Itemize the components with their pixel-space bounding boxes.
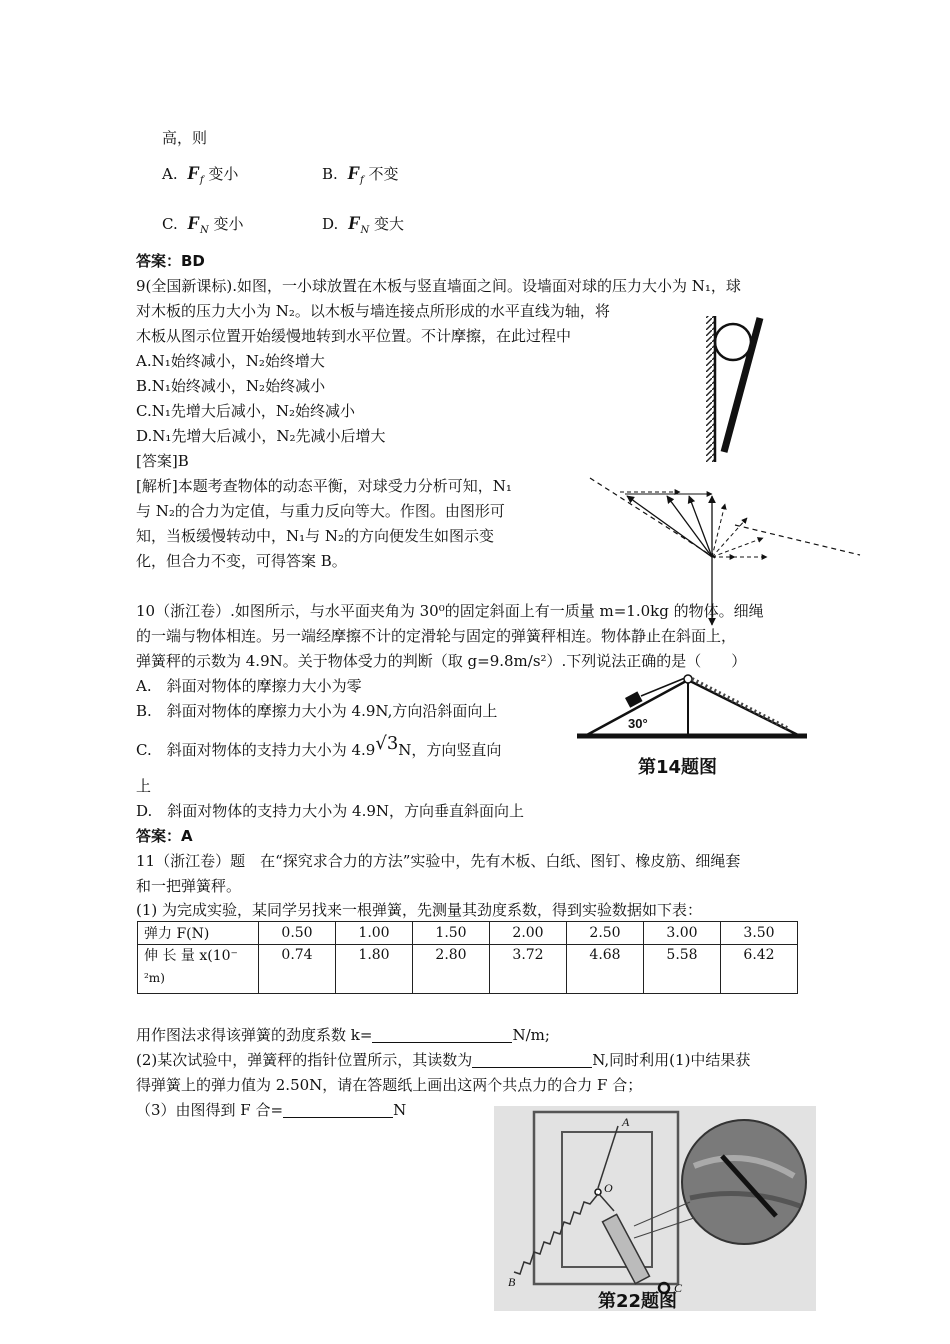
n2-dashed-7 [712, 538, 763, 557]
dashed-line-lower [735, 525, 860, 555]
option-text: 变小 [213, 215, 244, 233]
option-label: A. [162, 165, 178, 183]
question-tail: 高，则 [162, 129, 208, 147]
k-answer-blank[interactable] [372, 1026, 512, 1043]
n2-arrow-3 [689, 496, 712, 557]
wall-hatching [706, 316, 715, 462]
incline-figure [575, 670, 810, 745]
q10-option-c [136, 733, 502, 760]
table-cell: 1.50 [413, 922, 490, 945]
q9-line1: 9(全国新课标).如图，一小球放置在木板与竖直墙面之间。设墙面对球的压力大小为 N₁，球 [136, 277, 741, 295]
q10-option-b: B. 斜面对物体的摩擦力大小为 4.9N,方向沿斜面向上 [136, 702, 498, 720]
n2-dashed-6 [712, 518, 747, 557]
option-text: 变大 [374, 215, 405, 233]
q10-option-c-tail: 上 [136, 777, 152, 795]
part3-text: （3）由图得到 F 合= [136, 1101, 284, 1119]
board [724, 318, 760, 452]
q9-explanation-1: [解析]本题考查物体的动态平衡，对球受力分析可知，N₁ [136, 477, 512, 495]
table-cell: 0.50 [259, 922, 336, 945]
option-text: 变小 [208, 165, 239, 183]
force-symbol: F [347, 213, 361, 234]
option-a [162, 164, 238, 191]
incline-surface [585, 680, 800, 736]
table-cell: 2.80 [413, 945, 490, 994]
q9-line3: 木板从图示位置开始缓慢地转到水平位置。不计摩擦，在此过程中 [136, 327, 572, 345]
q9-option-b: B.N₁始终减小，N₂始终减小 [136, 377, 326, 395]
q9-option-c: C.N₁先增大后减小，N₂始终减小 [136, 402, 355, 420]
table-header: 弹力 F(N) [138, 922, 259, 945]
figure-14-caption: 第14题图 [638, 757, 718, 778]
option-c-text-end: N，方向竖直向 [398, 741, 502, 759]
table-header [138, 945, 259, 994]
point-a-label: A [622, 1115, 630, 1129]
force-symbol: F [187, 163, 200, 184]
table-cell: 4.68 [567, 945, 644, 994]
q10-line3: 弹簧秤的示数为 4.9N。关于物体受力的判断（取 g=9.8m/s²）.下列说法正确的是（ ） [136, 652, 747, 670]
table-cell: 1.80 [336, 945, 413, 994]
table-cell: 3.50 [721, 922, 798, 945]
n2-arrow-1 [627, 496, 712, 557]
q11-line2: 和一把弹簧秤。 [136, 877, 242, 895]
part3-question [136, 1100, 406, 1120]
table-cell: 1.00 [336, 922, 413, 945]
force-subscript: N [360, 225, 370, 236]
table-cell: 3.00 [644, 922, 721, 945]
q10-line2: 的一端与物体相连。另一端经摩擦不计的定滑轮与固定的弹簧秤相连。物体静止在斜面上， [136, 627, 737, 645]
q10-answer: 答案：A [136, 827, 193, 845]
option-label: D. [322, 215, 339, 233]
point-c-label: C [674, 1281, 683, 1295]
option-label: B. [322, 165, 338, 183]
table-cell: 2.50 [567, 922, 644, 945]
q9-line2: 对木板的压力大小为 N₂。以木板与墙连接点所形成的水平直线为轴，将 [136, 302, 610, 320]
q9-explanation-3: 知，当板缓慢转动中，N₁与 N₂的方向便发生如图示变 [136, 527, 495, 545]
q9-option-a: A.N₁始终减小，N₂始终增大 [136, 352, 325, 370]
part2-text-end: N,同时利用(1)中结果获 [592, 1051, 751, 1069]
force-subscript: f [199, 175, 204, 186]
option-c-text: C. 斜面对物体的支持力大小为 4.9 [136, 741, 376, 759]
answer: 答案：BD [136, 252, 205, 270]
force-subscript: f [360, 175, 364, 186]
option-c [162, 214, 244, 241]
header-line-b: ²m) [144, 971, 165, 985]
figure-22-caption: 第22题图 [598, 1291, 678, 1312]
pulley [684, 675, 692, 683]
part3-unit: N [393, 1101, 407, 1119]
spring-scale-rope [692, 679, 787, 728]
q9-explanation-2: 与 N₂的合力为定值，与重力反向等大。作图。由图形可 [136, 502, 505, 520]
q10-option-a: A. 斜面对物体的摩擦力大小为零 [136, 677, 362, 695]
force-symbol: F [187, 213, 200, 234]
header-line-a: 伸 长 量 x(10⁻ [144, 948, 238, 964]
option-text: 不变 [368, 165, 399, 183]
sqrt-three: √3 [375, 733, 399, 754]
k-unit: N/m; [512, 1026, 550, 1044]
table-cell: 5.58 [644, 945, 721, 994]
spring-data-table [137, 921, 798, 994]
part2-line2: 得弹簧上的弹力值为 2.50N，请在答题纸上画出这两个共点力的合力 F 合； [136, 1076, 643, 1094]
q10-option-d: D. 斜面对物体的支持力大小为 4.9N，方向垂直斜面向上 [136, 802, 525, 820]
q9-answer: [答案]B [136, 452, 189, 470]
n2-arrow-2 [667, 496, 712, 557]
wall-ball-board-figure [700, 312, 780, 467]
option-d [322, 214, 404, 241]
table-cell: 6.42 [721, 945, 798, 994]
table-row [138, 945, 798, 994]
q9-explanation-4: 化，但合力不变，可得答案 B。 [136, 552, 347, 570]
q11-line3: (1) 为完成实验，某同学另找来一根弹簧，先测量其劲度系数，得到实验数据如下表： [136, 901, 703, 919]
table-row [138, 922, 798, 945]
point-o-label: O [604, 1181, 613, 1195]
table-cell: 2.00 [490, 922, 567, 945]
angle-label: 30° [628, 716, 648, 731]
point-b-label: B [508, 1275, 516, 1289]
ball [715, 324, 751, 360]
force-subscript: N [199, 225, 209, 236]
k-question [136, 1025, 550, 1045]
table-cell: 3.72 [490, 945, 567, 994]
reading-answer-blank[interactable] [472, 1051, 592, 1068]
force-symbol: F [347, 163, 361, 184]
k-text: 用作图法求得该弹簧的劲度系数 k= [136, 1026, 373, 1044]
q11-line1: 11（浙江卷）题 在“探究求合力的方法”实验中，先有木板、白纸、图钉、橡皮筋、细绳套 [136, 852, 741, 870]
option-label: C. [162, 215, 178, 233]
table-cell: 0.74 [259, 945, 336, 994]
q10-line1: 10（浙江卷）.如图所示，与水平面夹角为 30⁰的固定斜面上有一质量 m=1.0kg 的物体。细绳 [136, 602, 764, 620]
part2-question [136, 1050, 750, 1070]
part2-text: (2)某次试验中，弹簧秤的指针位置所示，其读数为 [136, 1051, 473, 1069]
q9-option-d: D.N₁先增大后减小，N₂先减小后增大 [136, 427, 386, 445]
option-b [322, 164, 399, 191]
force-experiment-figure [494, 1106, 816, 1311]
resultant-answer-blank[interactable] [283, 1101, 393, 1118]
